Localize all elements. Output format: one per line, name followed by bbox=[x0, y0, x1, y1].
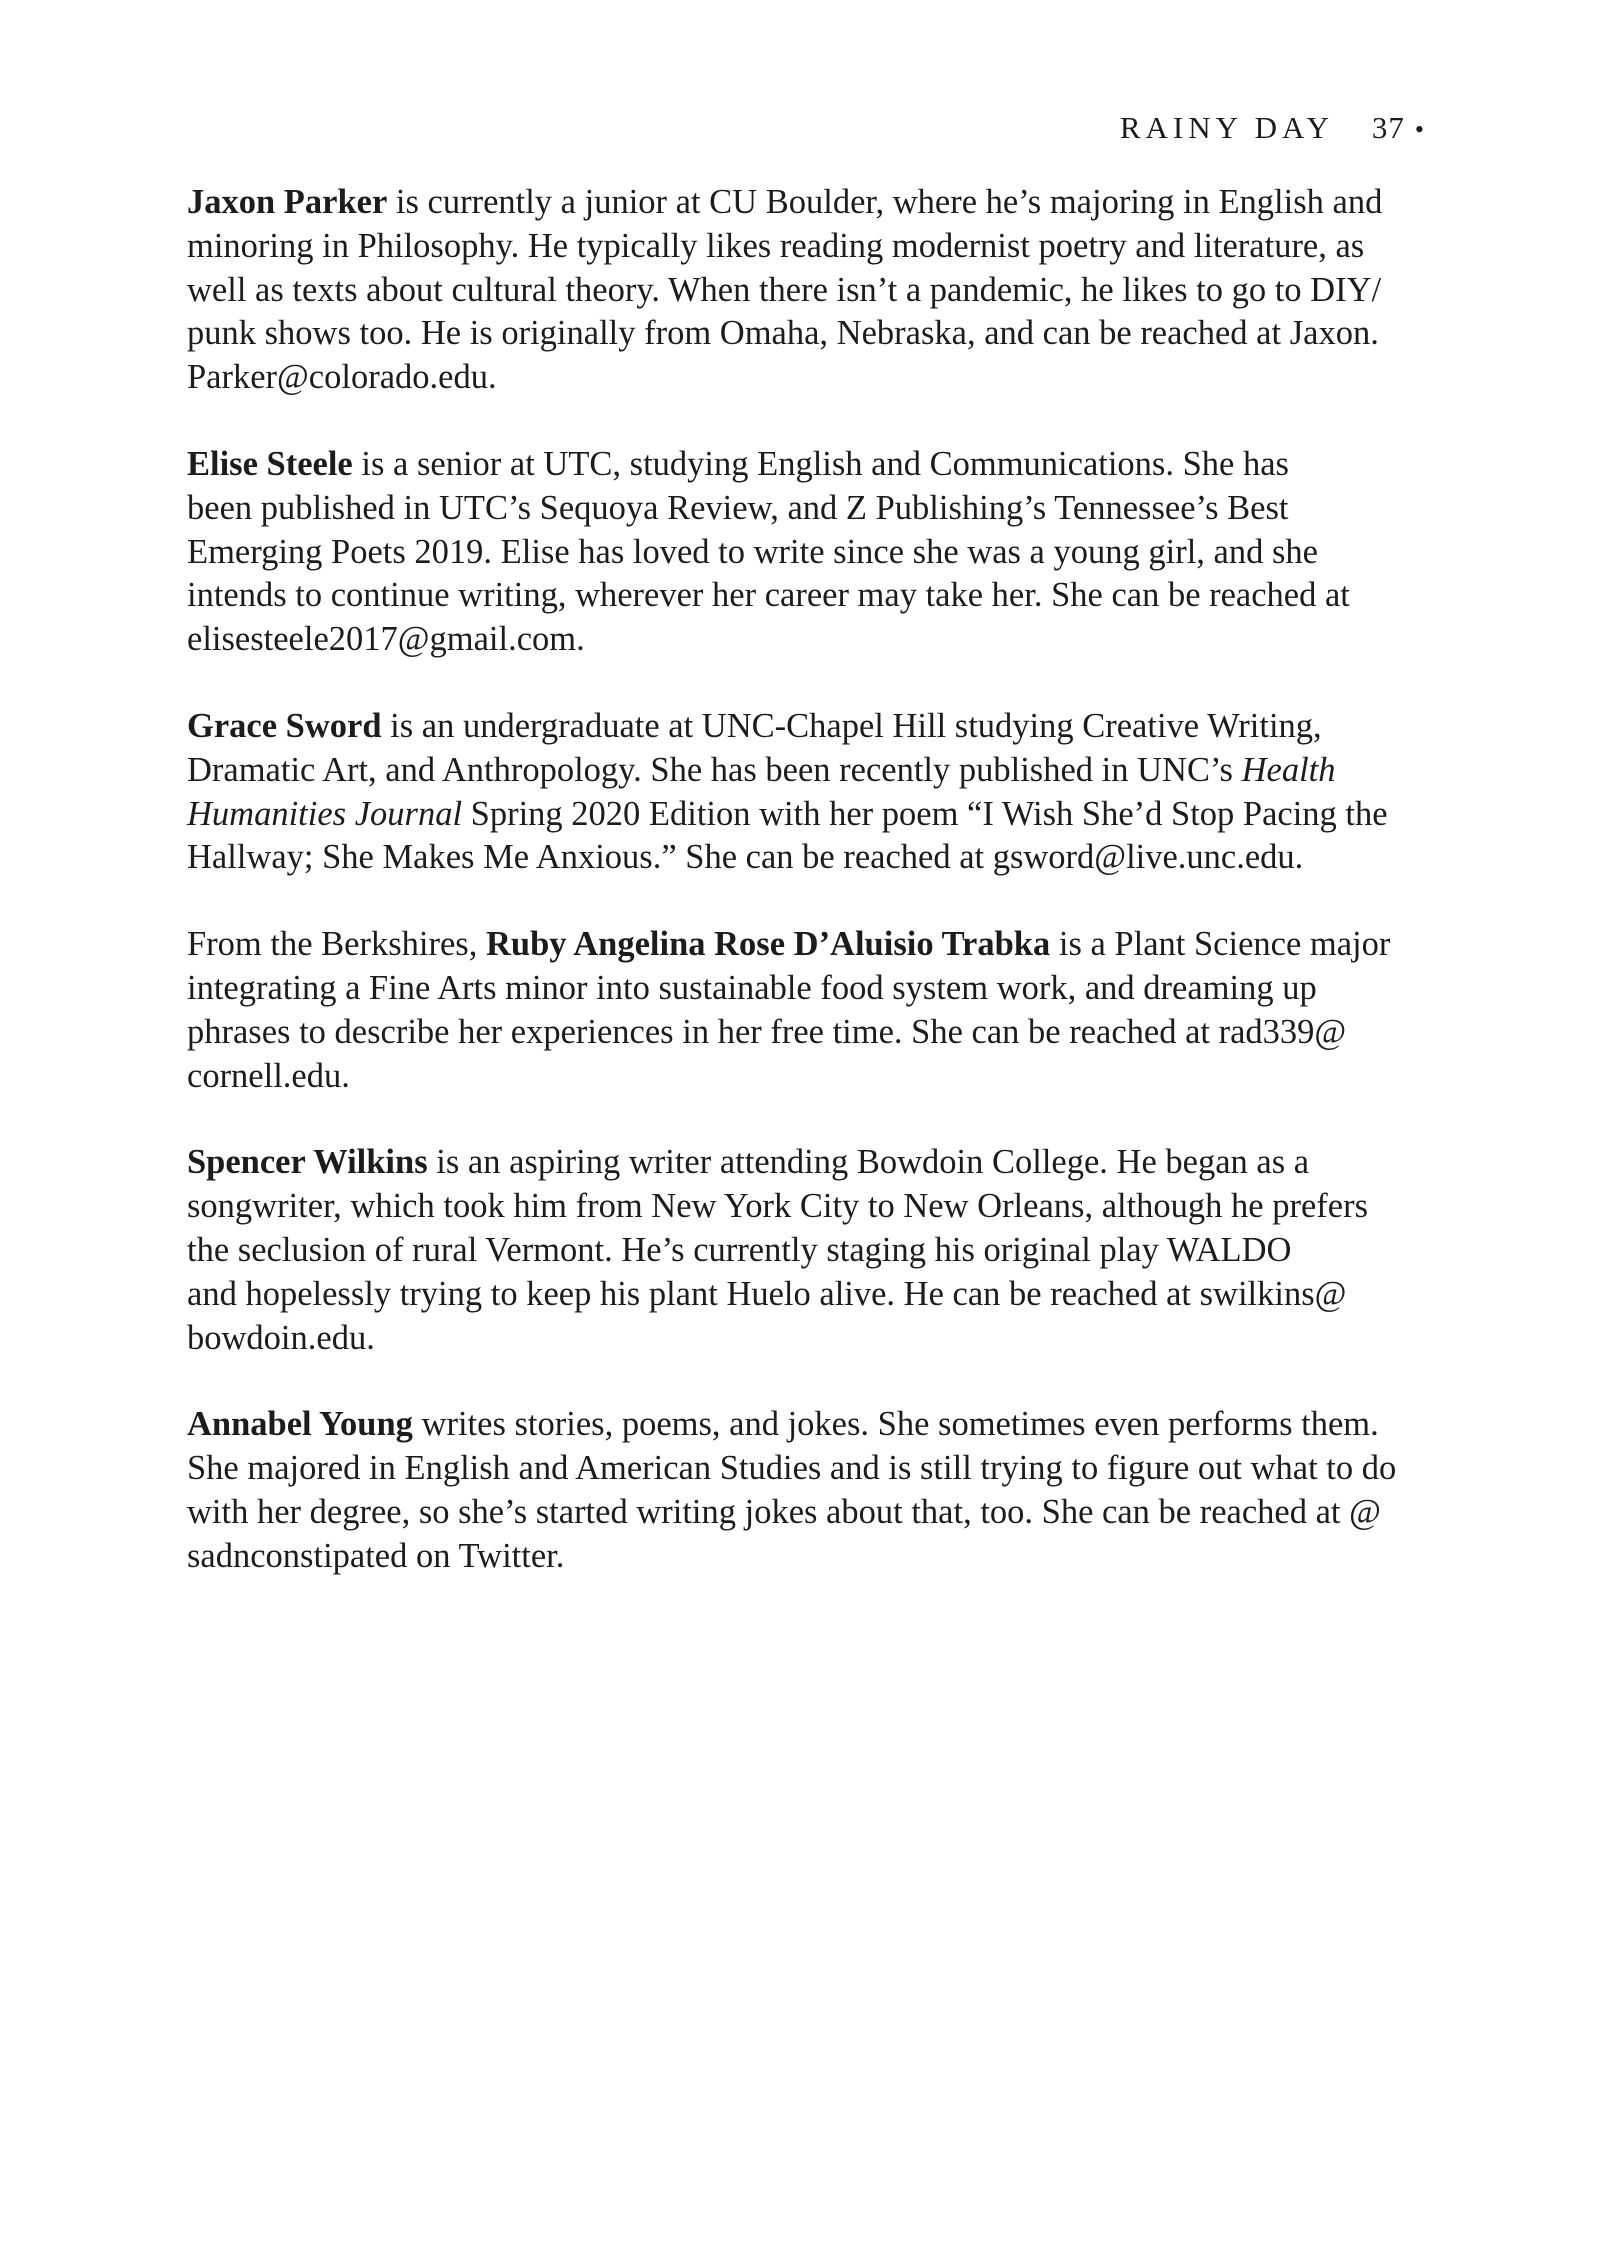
bio-line bbox=[187, 443, 1427, 487]
bio-text: sadnconstipated on Twitter. bbox=[187, 1536, 565, 1575]
bio-line bbox=[187, 356, 1427, 400]
bio-text: is currently a junior at CU Boulder, where he’s majoring in English and bbox=[387, 183, 1383, 221]
bio-line bbox=[187, 1491, 1427, 1535]
contributor-name: Ruby Angelina Rose D’Aluisio Trabka bbox=[485, 925, 1051, 964]
contributor-bio bbox=[187, 443, 1427, 662]
bio-text: the seclusion of rural Vermont. He’s currently staging his original play WALDO bbox=[187, 1230, 1292, 1269]
bio-line bbox=[187, 1403, 1427, 1447]
bio-line bbox=[187, 225, 1427, 269]
bio-text: From the Berkshires, bbox=[187, 925, 486, 964]
bio-line bbox=[187, 1535, 1427, 1579]
contributor-bio bbox=[187, 181, 1427, 400]
bio-text: phrases to describe her experiences in her free time. She can be reached at rad339@ bbox=[187, 1012, 1347, 1051]
bio-line bbox=[187, 531, 1427, 575]
contributor-bio bbox=[187, 923, 1427, 1098]
bio-text: well as texts about cultural theory. When there isn’t a pandemic, he likes to go to DIY/ bbox=[187, 270, 1382, 309]
bio-line bbox=[187, 1317, 1427, 1361]
bio-line bbox=[187, 574, 1427, 618]
bio-text: is an aspiring writer attending Bowdoin College. He began as a bbox=[427, 1143, 1310, 1182]
contributor-name: Spencer Wilkins bbox=[187, 1143, 428, 1182]
bio-line bbox=[187, 1185, 1427, 1229]
bio-text: intends to continue writing, wherever her career may take her. She can be reached at bbox=[187, 576, 1350, 615]
bio-text: Dramatic Art, and Anthropology. She has been recently published in UNC’s bbox=[187, 750, 1242, 789]
bio-text: She majored in English and American Studies and is still trying to figure out what to do bbox=[187, 1449, 1397, 1488]
bio-line bbox=[187, 1141, 1427, 1185]
running-header bbox=[1120, 108, 1424, 150]
bio-line bbox=[187, 269, 1427, 313]
bio-line bbox=[187, 487, 1427, 531]
bio-line bbox=[187, 967, 1427, 1011]
bio-text: is an undergraduate at UNC-Chapel Hill studying Creative Writing, bbox=[381, 706, 1322, 745]
bio-text: with her degree, so she’s started writing jokes about that, too. She can be reached at @ bbox=[187, 1492, 1381, 1531]
publication-title: Health bbox=[1241, 750, 1336, 789]
bio-text: been published in UTC’s Sequoya Review, and Z Publishing’s Tennessee’s Best bbox=[187, 488, 1289, 527]
bio-text: elisesteele2017@gmail.com. bbox=[187, 620, 585, 659]
bio-line bbox=[187, 705, 1427, 749]
publication-title: Humanities Journal bbox=[187, 794, 463, 833]
bio-line bbox=[187, 312, 1427, 356]
bio-line bbox=[187, 793, 1427, 837]
bio-text: integrating a Fine Arts minor into sustainable food system work, and dreaming up bbox=[187, 968, 1317, 1007]
contributor-name: Jaxon Parker bbox=[187, 183, 388, 221]
bio-line bbox=[187, 181, 1427, 225]
bio-line bbox=[187, 1055, 1427, 1099]
bullet-glyph: • bbox=[1414, 115, 1424, 144]
contributor-bio bbox=[187, 1403, 1427, 1578]
book-title: RAINY DAY bbox=[1119, 110, 1334, 145]
bio-line bbox=[187, 1447, 1427, 1491]
bio-text: Emerging Poets 2019. Elise has loved to write since she was a young girl, and she bbox=[187, 532, 1318, 571]
contributor-bios bbox=[187, 181, 1427, 1622]
bio-text: is a senior at UTC, studying English and Communications. She has bbox=[352, 444, 1289, 483]
bio-line bbox=[187, 1273, 1427, 1317]
contributor-bio bbox=[187, 1141, 1427, 1360]
page-number: 37 bbox=[1371, 110, 1405, 145]
bio-text: bowdoin.edu. bbox=[187, 1318, 375, 1357]
bio-text: Spring 2020 Edition with her poem “I Wish She’d Stop Pacing the bbox=[462, 794, 1388, 833]
bio-line bbox=[187, 618, 1427, 662]
contributor-bio bbox=[187, 705, 1427, 880]
bio-text: writes stories, poems, and jokes. She sometimes even performs them. bbox=[412, 1405, 1379, 1444]
bio-line bbox=[187, 923, 1427, 967]
bio-text: is a Plant Science major bbox=[1050, 925, 1391, 964]
contributor-name: Elise Steele bbox=[187, 444, 353, 483]
bio-line bbox=[187, 1011, 1427, 1055]
bio-text: punk shows too. He is originally from Omaha, Nebraska, and can be reached at Jaxon. bbox=[187, 314, 1379, 353]
bio-text: Parker@colorado.edu. bbox=[187, 358, 497, 397]
bio-text: songwriter, which took him from New York City to New Orleans, although he prefers bbox=[187, 1187, 1369, 1226]
bio-line bbox=[187, 749, 1427, 793]
bio-line bbox=[187, 836, 1427, 880]
contributor-name: Grace Sword bbox=[187, 706, 382, 745]
bio-line bbox=[187, 1229, 1427, 1273]
contributor-name: Annabel Young bbox=[187, 1405, 413, 1444]
bio-text: minoring in Philosophy. He typically likes reading modernist poetry and literature, as bbox=[187, 226, 1365, 265]
bio-text: and hopelessly trying to keep his plant Huelo alive. He can be reached at swilkins@ bbox=[187, 1274, 1347, 1313]
bio-text: Hallway; She Makes Me Anxious.” She can be reached at gsword@live.unc.edu. bbox=[187, 838, 1304, 877]
bio-text: cornell.edu. bbox=[187, 1056, 350, 1095]
